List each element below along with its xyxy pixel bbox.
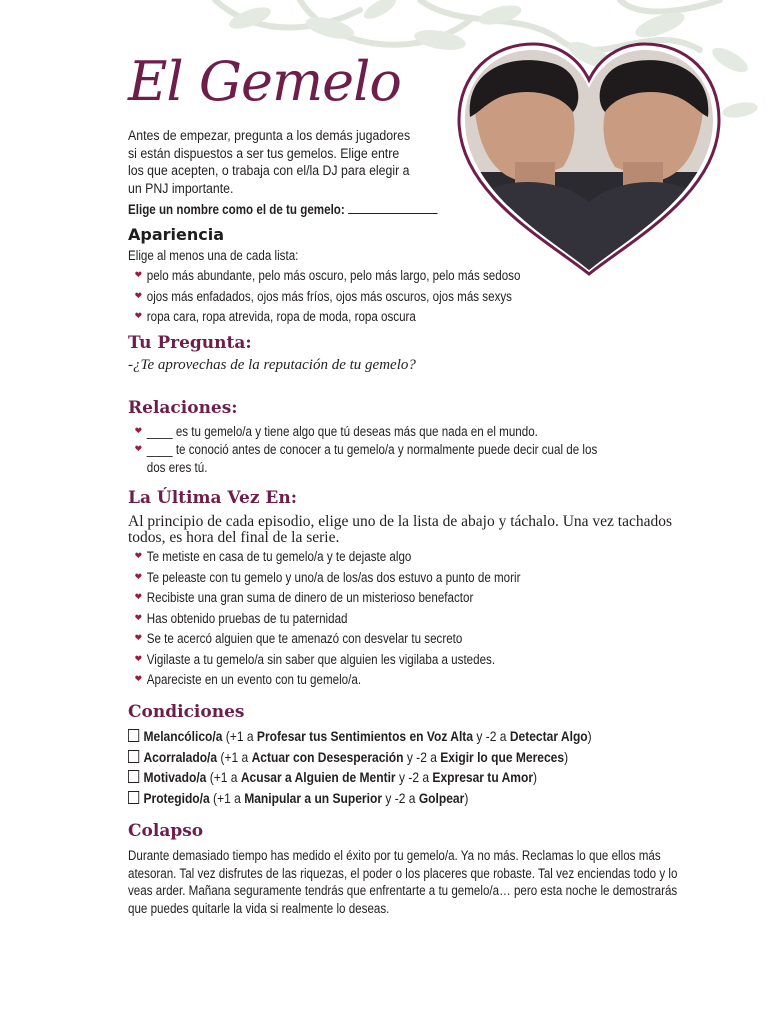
heart-icon: ❤ (134, 444, 142, 455)
heart-icon: ❤ (134, 653, 142, 665)
last-time-list (133, 547, 520, 691)
name-prompt-label: Elige un nombre como el de tu gemelo: (128, 202, 345, 217)
condition-row[interactable]: Acorralado/a (+1 a Actuar con Desesperación y -2 a Exigir lo que Mereces) (128, 747, 592, 768)
checkbox[interactable] (128, 750, 139, 763)
list-item[interactable]: ❤ Vigilaste a tu gemelo/a sin saber que alguien les vigilaba a ustedes. (133, 650, 520, 671)
intro-text: Antes de empezar, pregunta a los demás jugadores si están dispuestos a ser tus gemelos. Elige entre los que acepten, o trabaja con el/la DJ para elegir a un PNJ importante. (128, 128, 411, 196)
condition-row[interactable]: Protegido/a (+1 a Manipular a un Superior y -2 a Golpear) (128, 788, 592, 809)
list-item: ❤ ____ es tu gemelo/a y tiene algo que tú deseas más que nada en el mundo. (134, 424, 538, 439)
list-item[interactable]: ❤ Se te acercó alguien que te amenazó con desvelar tu secreto (133, 629, 520, 650)
conditions-heading: Condiciones (128, 702, 245, 722)
list-item[interactable]: ❤ Te metiste en casa de tu gemelo/a y te dejaste algo (133, 547, 520, 568)
checkbox[interactable] (128, 729, 139, 742)
checkbox[interactable] (128, 791, 139, 804)
list-item[interactable]: ❤ Recibiste una gran suma de dinero de un misterioso benefactor (133, 588, 520, 609)
heart-icon: ❤ (134, 612, 142, 624)
question-text: -¿Te aprovechas de la reputación de tu gemelo? (128, 357, 416, 373)
heart-icon: ❤ (134, 311, 142, 322)
name-prompt (128, 201, 438, 217)
heart-icon: ❤ (134, 674, 142, 685)
heart-icon: ❤ (134, 270, 142, 281)
relations-heading: Relaciones: (128, 398, 238, 418)
heart-icon: ❤ (134, 633, 142, 644)
last-time-heading: La Última Vez En: (128, 488, 298, 508)
collapse-heading: Colapso (128, 821, 204, 841)
page-title: El Gemelo (128, 50, 401, 113)
relations-list (133, 423, 615, 477)
heart-icon: ❤ (134, 571, 142, 583)
list-item: ❤ ____ te conoció antes de conocer a tu gemelo/a y normalmente puede decir cual de los dos eres tú. (134, 442, 598, 475)
list-item: ❤ ojos más enfadados, ojos más fríos, ojos más oscuros, ojos más sexys (133, 287, 520, 308)
list-item[interactable]: ❤ Te peleaste con tu gemelo y uno/a de los/as dos estuvo a punto de morir (133, 568, 520, 589)
list-item[interactable]: ❤ Has obtenido pruebas de tu paternidad (133, 609, 520, 630)
list-item: ❤ ropa cara, ropa atrevida, ropa de moda, ropa oscura (133, 307, 520, 328)
conditions-list (128, 726, 592, 808)
list-item[interactable]: ❤ Apareciste en un evento con tu gemelo/a. (133, 670, 520, 691)
heart-icon: ❤ (134, 592, 142, 603)
twin-portrait-heart (455, 42, 723, 278)
appearance-lead: Elige al menos una de cada lista: (128, 248, 299, 263)
question-heading: Tu Pregunta: (128, 333, 252, 353)
appearance-heading: Apariencia (128, 225, 225, 244)
collapse-text: Durante demasiado tiempo has medido el éxito por tu gemelo/a. Ya no más. Reclamas lo que ellos más atesoran. Tal vez disfrutes de las riquezas, el poder o los placeres que robaste. Tal vez enciendas todo y lo veas arder. Mañana seguramente tendrás que enfrentarte a tu gemelo/a… pero esta noche le demostrarás que puedes quitarle la vida si realmente lo deseas. (128, 848, 678, 916)
last-time-lead: Al principio de cada episodio, elige uno de la lista de abajo y táchalo. Una vez tachados todos, es hora del final de la serie. (128, 513, 673, 546)
condition-row[interactable]: Melancólico/a (+1 a Profesar tus Sentimientos en Voz Alta y -2 a Detectar Algo) (128, 726, 592, 747)
checkbox[interactable] (128, 770, 139, 783)
heart-icon: ❤ (134, 426, 142, 437)
heart-icon: ❤ (134, 290, 142, 302)
appearance-list (133, 266, 520, 328)
name-blank[interactable] (348, 201, 437, 214)
list-item: ❤ pelo más abundante, pelo más oscuro, pelo más largo, pelo más sedoso (133, 266, 520, 287)
condition-row[interactable]: Motivado/a (+1 a Acusar a Alguien de Mentir y -2 a Expresar tu Amor) (128, 767, 592, 788)
heart-icon: ❤ (134, 551, 142, 562)
